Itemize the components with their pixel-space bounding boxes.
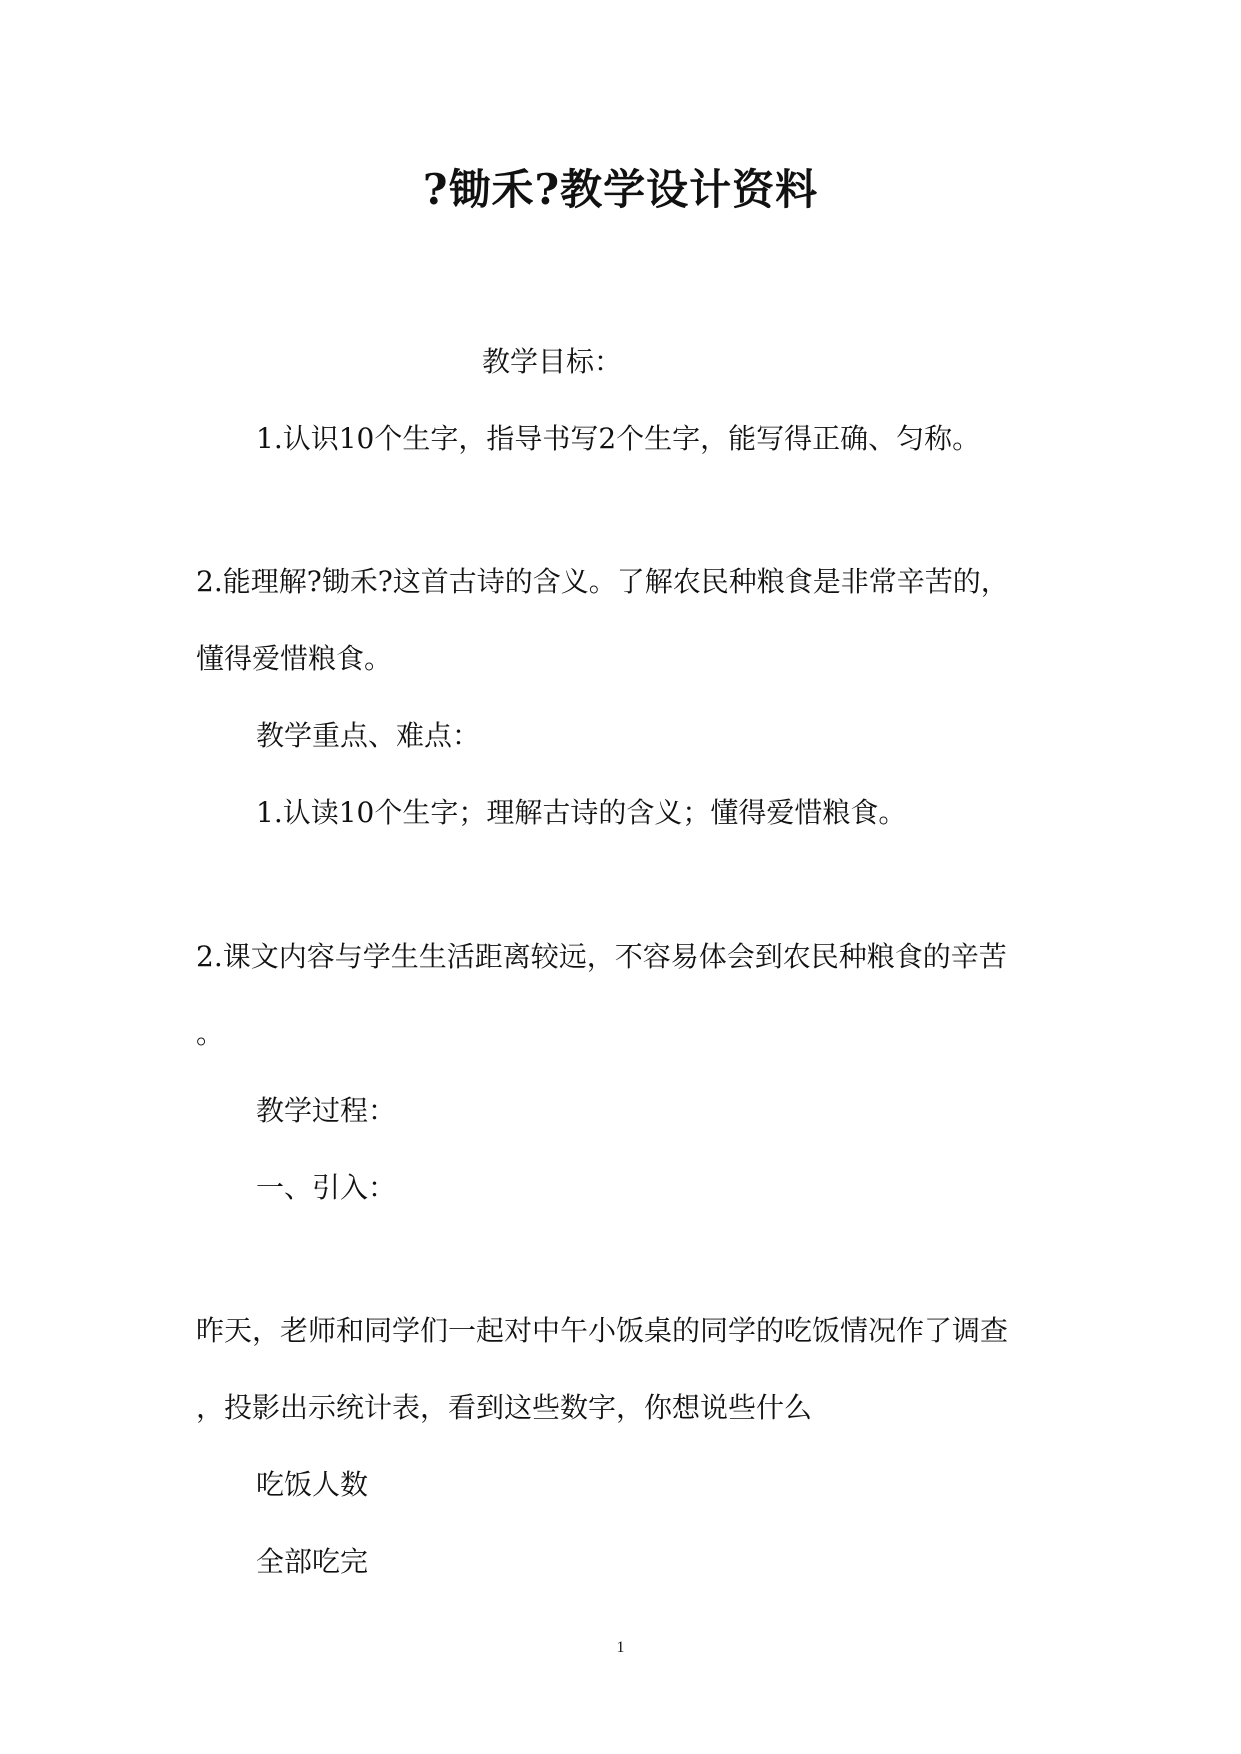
paragraph-line: ，投影出示统计表，看到这些数字，你想说些什么 [196,1391,813,1424]
paragraph-line: 2.课文内容与学生生活距离较远，不容易体会到农民种粮食的辛苦 [196,940,1007,973]
paragraph-line: 懂得爱惜粮食。 [196,642,393,675]
paragraph-line: 1.认识10个生字，指导书写2个生字，能写得正确、匀称。 [256,422,981,455]
document-title: ?锄禾?教学设计资料 [422,165,819,214]
section-heading-intro: 一、引入： [256,1171,397,1204]
paragraph-line: 2.能理解?锄禾?这首古诗的含义。了解农民种粮食是非常辛苦的， [196,565,1009,598]
section-heading-key-points: 教学重点、难点： [256,719,481,752]
paragraph-line: 1.认读10个生字；理解古诗的含义；懂得爱惜粮食。 [256,796,907,829]
paragraph-line: 昨天，老师和同学们一起对中午小饭桌的同学的吃饭情况作了调查 [196,1314,1009,1347]
table-label: 全部吃完 [256,1545,369,1578]
page-number: 1 [616,1639,625,1656]
paragraph-line: 。 [196,1017,225,1050]
table-label: 吃饭人数 [256,1468,369,1501]
section-heading-objectives: 教学目标： [482,345,623,378]
section-heading-process: 教学过程： [256,1094,397,1127]
